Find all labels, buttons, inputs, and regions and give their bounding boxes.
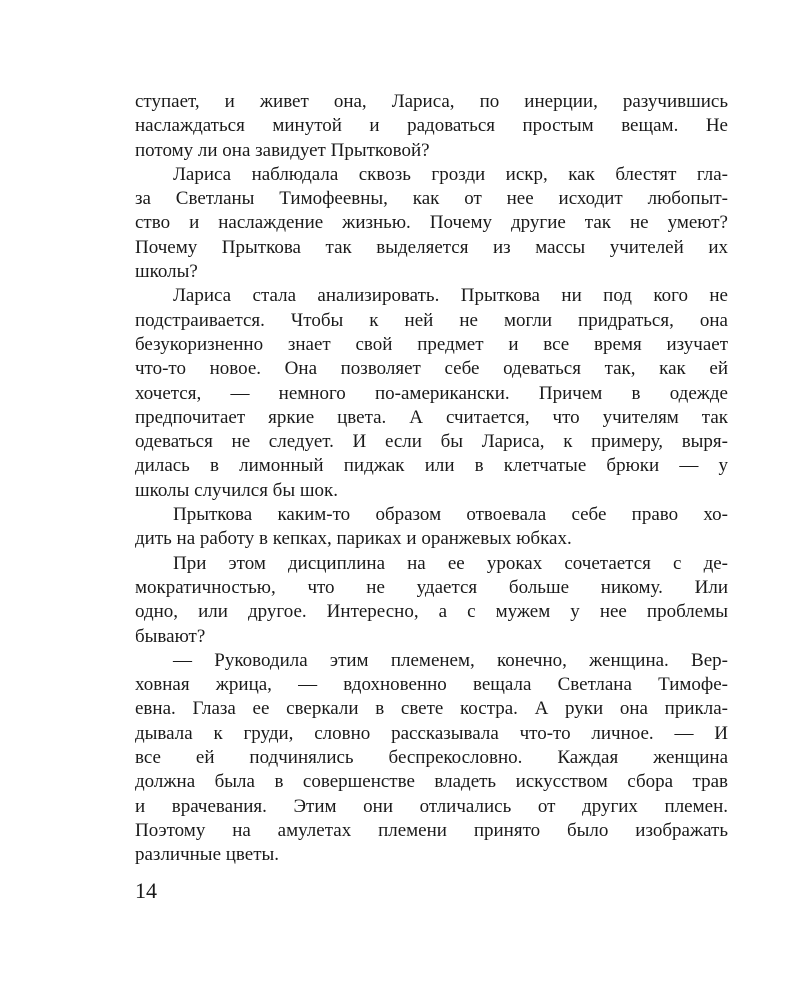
text-line: — Руководила этим племенем, конечно, женщина. Вер- xyxy=(173,649,728,671)
text-line: должна была в совершенстве владеть искусством сбора трав xyxy=(135,771,728,793)
paragraph xyxy=(135,649,728,868)
text-line: наслаждаться минутой и радоваться простым вещам. Не xyxy=(135,115,728,137)
book-page-text xyxy=(135,90,728,868)
paragraph xyxy=(135,90,728,163)
text-line: мократичностью, что не удается больше никому. Или xyxy=(135,576,728,598)
text-line: Почему Прыткова так выделяется из массы учителей их xyxy=(135,236,728,258)
page-number: 14 xyxy=(135,878,157,903)
text-line: за Светланы Тимофеевны, как от нее исходит любопыт- xyxy=(135,188,728,210)
text-line: школы? xyxy=(135,261,198,283)
text-line: одно, или другое. Интересно, а с мужем у нее проблемы xyxy=(135,601,728,623)
text-line: безукоризненно знает свой предмет и все время изучает xyxy=(135,333,728,355)
text-line: и врачевания. Этим они отличались от других племен. xyxy=(135,795,728,817)
text-line: хочется, — немного по-американски. Причем в одежде xyxy=(135,382,728,404)
text-line: одеваться не следует. И если бы Лариса, к примеру, выря- xyxy=(135,431,728,453)
paragraph xyxy=(135,284,728,503)
text-line: все ей подчинялись беспрекословно. Каждая женщина xyxy=(135,747,728,769)
text-line: что-то новое. Она позволяет себе одеваться так, как ей xyxy=(135,358,728,380)
text-line: подстраивается. Чтобы к ней не могли придраться, она xyxy=(135,309,728,331)
text-line: ховная жрица, — вдохновенно вещала Светлана Тимофе- xyxy=(135,674,728,696)
text-line: школы случился бы шок. xyxy=(135,479,338,501)
text-line: дывала к груди, словно рассказывала что-то личное. — И xyxy=(135,722,728,744)
text-line: ступает, и живет она, Лариса, по инерции, разучившись xyxy=(135,91,728,112)
text-line: бывают? xyxy=(135,625,206,647)
text-line: ство и наслаждение жизнью. Почему другие так не умеют? xyxy=(135,212,728,234)
paragraph xyxy=(135,503,728,552)
text-line: евна. Глаза ее сверкали в свете костра. А руки она прикла- xyxy=(135,698,728,720)
paragraph xyxy=(135,163,728,284)
text-line: Лариса наблюдала сквозь грозди искр, как блестят гла- xyxy=(173,163,728,185)
text-line: дить на работу в кепках, париках и оранжевых юбках. xyxy=(135,528,572,550)
text-line: При этом дисциплина на ее уроках сочетается с де- xyxy=(173,552,728,574)
text-line: потому ли она завидует Прытковой? xyxy=(135,139,430,161)
paragraph xyxy=(135,552,728,649)
text-line: дилась в лимонный пиджак или в клетчатые брюки — у xyxy=(135,455,728,477)
text-line: различные цветы. xyxy=(135,844,280,866)
text-line: Лариса стала анализировать. Прыткова ни под кого не xyxy=(173,285,728,307)
text-line: предпочитает яркие цвета. А считается, что учителям так xyxy=(135,406,728,428)
text-line: Прыткова каким-то образом отвоевала себе право хо- xyxy=(173,504,728,526)
text-line: Поэтому на амулетах племени принято было изображать xyxy=(135,819,728,841)
